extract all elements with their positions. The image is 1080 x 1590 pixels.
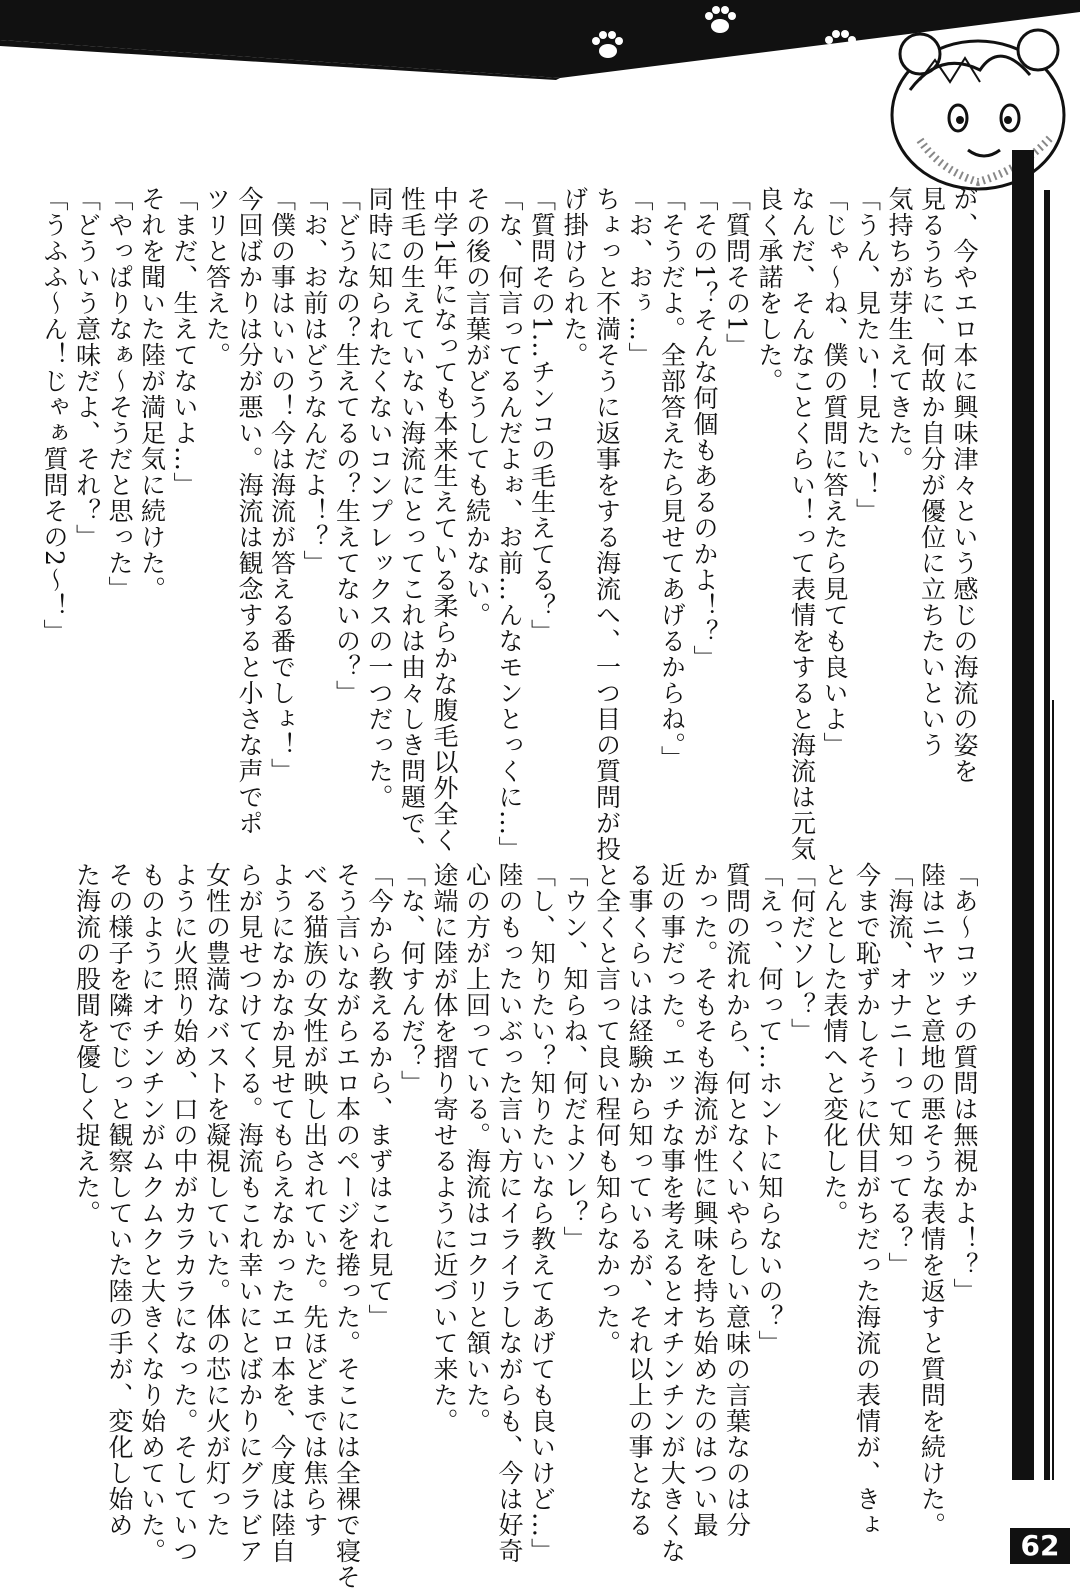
text-line: その様子を隣でじっと観察していた陸の手が、変化し始め (105, 862, 134, 1538)
text-line: 陸のもったいぶった言い方にイライラしながらも、今は好奇 (495, 862, 524, 1564)
text-line: 「やっぱりなぁ～そうだと思った」 (105, 186, 134, 602)
text-line: 今回ばかりは分が悪い。海流は観念すると小さな声でポ (235, 186, 264, 836)
text-line: げ掛けられた。 (560, 186, 589, 368)
page-number: 62 (1010, 1528, 1070, 1564)
text-line: 「質問その1」 (722, 186, 752, 359)
text-line: ようになかなか見せてもらえなかったエロ本を、今度は陸自 (267, 862, 297, 1564)
text-line: 「海流、オナニーって知ってる？」 (885, 862, 914, 1278)
text-line: べる猫族の女性が映し出されていた。先ほどまでは焦らす (300, 862, 329, 1538)
side-decoration-line (1052, 700, 1054, 1480)
text-line: ツリと答えた。 (202, 186, 232, 368)
text-line: 心の方が上回っている。海流はコクリと頷いた。 (462, 862, 492, 1434)
text-line: とんとした表情へと変化した。 (820, 862, 849, 1226)
text-line: が、今やエロ本に興味津々という感じの海流の姿を (950, 186, 979, 784)
text-line: ように火照り始め、口の中がカラカラになった。そしていつ (170, 862, 199, 1564)
bear-character-face-icon (880, 20, 1070, 195)
text-line: 途端に陸が体を摺り寄せるように近づいて来た。 (430, 862, 459, 1434)
text-line: 「し、知りたい？知りたいなら教えてあげても良いけど…」 (527, 862, 557, 1564)
text-line: 「僕の事はいいの！今は海流が答える番でしょ！」 (267, 186, 297, 784)
side-decoration-bar-thin (1044, 190, 1050, 1480)
text-line: 「な、何言ってるんだよぉ、お前…んなモンとっくに…」 (495, 186, 524, 862)
text-line: 同時に知られたくないコンプレックスの一つだった。 (365, 186, 394, 810)
text-line: 「今から教えるから、まずはこれ見て」 (365, 862, 394, 1330)
text-line: 「えっ、何って…ホントに知らないの？」 (755, 862, 784, 1356)
text-line: 「ウン、知らね、何だよソレ？」 (560, 862, 589, 1252)
text-line: と全くと言って良い程何も知らなかった。 (592, 862, 622, 1356)
text-line: 「じゃ～ね、僕の質問に答えたら見ても良いよ」 (820, 186, 849, 758)
text-line: それを聞いた陸が満足気に続けた。 (137, 186, 167, 602)
text-line: る事くらいは経験から知っているが、それ以上の事となる (625, 862, 654, 1538)
text-line: 今まで恥ずかしそうに伏目がちだった海流の表情が、きょ (852, 862, 882, 1538)
lower-text-block (72, 862, 980, 1590)
paw-print-icon (820, 28, 860, 62)
text-line: 女性の豊満なバストを凝視していた。体の芯に火が灯った (202, 862, 232, 1538)
text-line: 中学1年になっても本来生えている柔らかな腹毛以外全く (430, 186, 459, 853)
text-line: 「その1？そんな何個もあるのかよ！？」 (690, 186, 719, 671)
text-line: ものようにオチンチンがムクムクと大きくなり始めていた。 (137, 862, 167, 1564)
text-line: 良く承諾をした。 (755, 186, 784, 394)
text-line: 性毛の生えていない海流にとってこれは由々しき問題で、 (397, 186, 427, 862)
text-line: かった。そもそも海流が性に興味を持ち始めたのはつい最 (690, 862, 719, 1538)
text-line: 「質問その1…チンコの毛生えてる？」 (527, 186, 557, 645)
text-line: 近の事だった。エッチな事を考えるとオチンチンが大きくな (657, 862, 687, 1564)
text-line: その後の言葉がどうしても続かない。 (462, 186, 492, 628)
text-line: そう言いながらエロ本のページを捲った。そこには全裸で寝そ (332, 862, 362, 1590)
side-decoration-bar (1012, 150, 1034, 1480)
upper-text-block (40, 186, 980, 862)
text-line: 「どうなの？生えてるの？生えてないの？」 (332, 186, 362, 706)
text-line: 「どういう意味だよ、それ？」 (72, 186, 102, 550)
text-line: 「うん、見たい！見たい！」 (852, 186, 882, 524)
paw-print-icon (588, 28, 628, 64)
text-line: 「お、おぅ…」 (625, 186, 654, 368)
text-line: 「何だソレ？」 (787, 862, 817, 1044)
text-line: 「な、何すんだ？」 (397, 862, 427, 1096)
text-line: 「うふふ～ん！じゃぁ質問その2～！」 (40, 186, 69, 645)
text-line: 質問の流れから、何となくいやらしい意味の言葉なのは分 (722, 862, 752, 1538)
text-line: 「そうだよ。全部答えたら見せてあげるからね。」 (657, 186, 687, 772)
paw-print-icon (700, 4, 740, 38)
text-line: なんだ、そんなことくらい！って表情をすると海流は元気 (787, 186, 817, 862)
text-line: 見るうちに、何故か自分が優位に立ちたいという (917, 186, 947, 758)
text-line: 「あ～コッチの質問は無視かよ！？」 (950, 862, 979, 1304)
text-line: 気持ちが芽生えてきた。 (885, 186, 914, 472)
text-line: た海流の股間を優しく捉えた。 (72, 862, 102, 1226)
text-line: ちょっと不満そうに返事をする海流へ、一つ目の質問が投 (592, 186, 622, 862)
text-line: らが見せつけてくる。海流もこれ幸いにとばかりにグラビア (235, 862, 264, 1564)
text-line: 陸はニヤッと意地の悪そうな表情を返すと質問を続けた。 (917, 862, 947, 1538)
text-line: 「まだ、生えてないよ…」 (170, 186, 199, 498)
text-line: 「お、お前はどうなんだよ！？」 (300, 186, 329, 576)
